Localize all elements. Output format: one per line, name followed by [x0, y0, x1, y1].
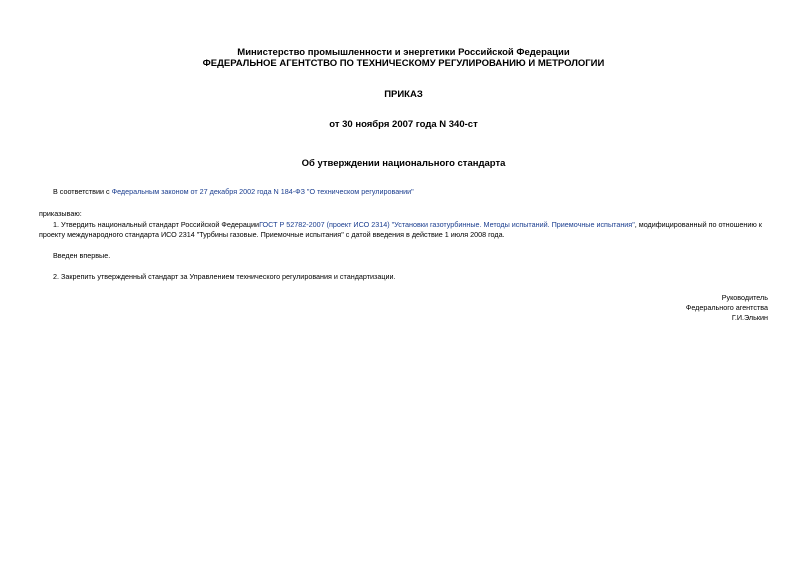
ministry-name: Министерство промышленности и энергетики Российской Федерации: [237, 47, 570, 58]
preamble: [53, 187, 414, 197]
federal-law-link[interactable]: Федеральным законом от 27 декабря 2002 года N 184-ФЗ "О техническом регулировании": [111, 187, 414, 196]
agency-name: ФЕДЕРАЛЬНОЕ АГЕНТСТВО ПО ТЕХНИЧЕСКОМУ РЕГУЛИРОВАНИЮ И МЕТРОЛОГИИ: [202, 58, 605, 69]
doc-type: ПРИКАЗ: [384, 89, 423, 100]
item-1-line-2: проекту международного стандарта ИСО 2314 "Турбины газовые. Приемочные испытания" с датой введения в действие 1 июля 2008 года.: [39, 230, 505, 239]
item-1-suffix: , модифицированный по отношению к: [634, 220, 762, 229]
item-1-line-1: [53, 220, 762, 230]
doc-title: Об утверждении национального стандарта: [301, 158, 506, 169]
signature-name: Г.И.Элькин: [731, 313, 768, 322]
item-2: 2. Закрепить утвержденный стандарт за Управлением технического регулирования и стандартизации.: [53, 272, 396, 281]
item-1-prefix: 1. Утвердить национальный стандарт Российской Федерации: [53, 220, 260, 229]
signature-agency: Федерального агентства: [685, 303, 768, 312]
order-word: приказываю:: [39, 209, 82, 218]
gost-standard-link[interactable]: ГОСТ Р 52782-2007 (проект ИСО 2314) "Установки газотурбинные. Методы испытаний. Приемочные испытания": [259, 220, 635, 229]
introduced-note: Введен впервые.: [53, 251, 111, 260]
preamble-prefix: В соответствии с: [53, 187, 112, 196]
signature-title: Руководитель: [721, 293, 768, 302]
doc-date-number: от 30 ноября 2007 года N 340-ст: [329, 119, 478, 130]
